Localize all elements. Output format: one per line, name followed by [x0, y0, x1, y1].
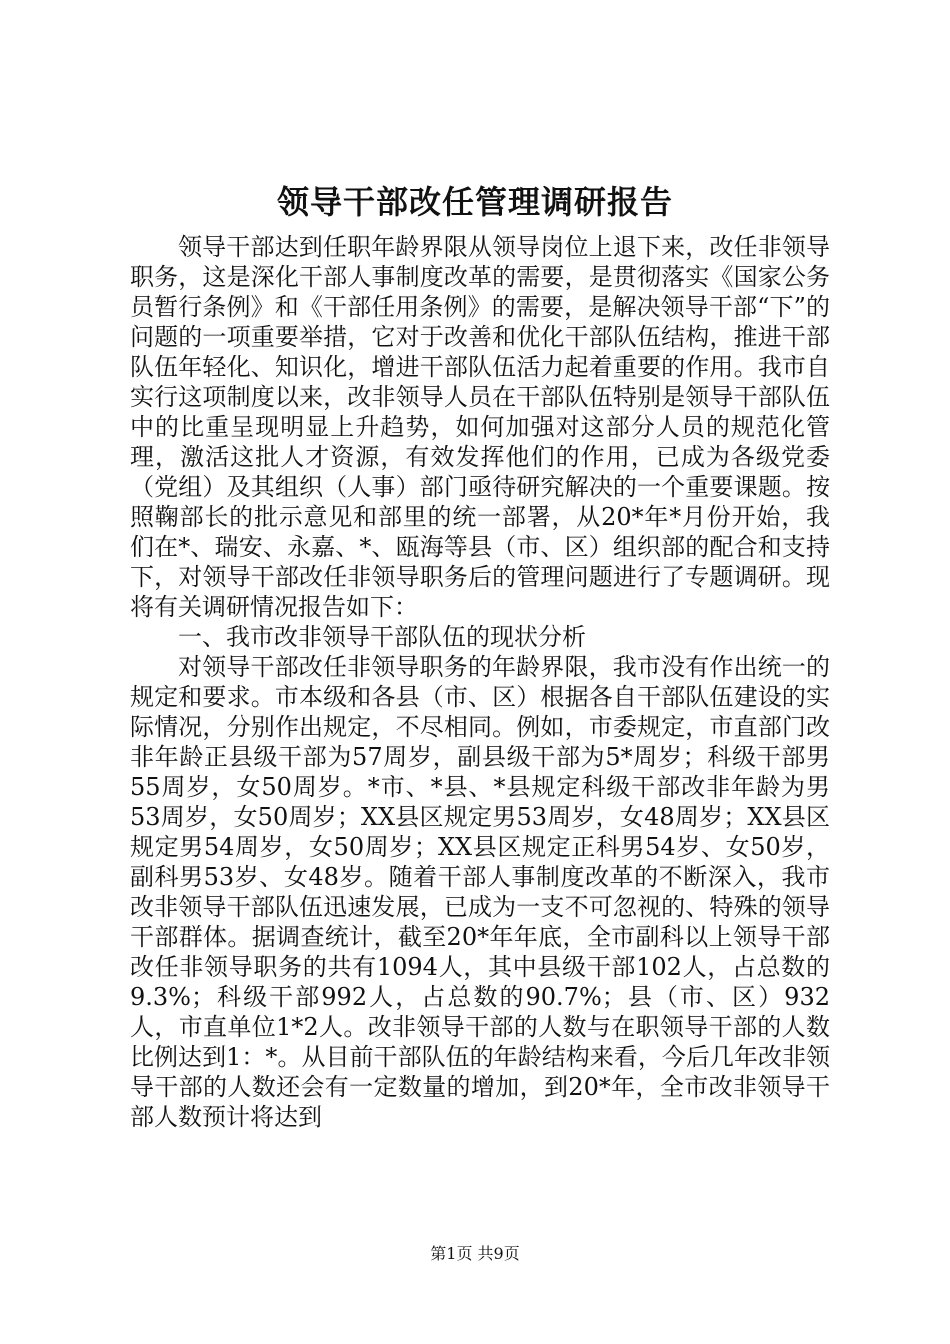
document-title: 领导干部改任管理调研报告 [276, 183, 673, 221]
section-heading-1: 一、我市改非领导干部队伍的现状分析 [178, 623, 586, 651]
paragraph-intro: 领导干部达到任职年龄界限从领导岗位上退下来，改任非领导职务，这是深化干部人事制度改革的需要，是贯彻落实《国家公务员暂行条例》和《干部任用条例》的需要，是解决领导干部“下”的问题的一项重要举措，它对于改善和优化干部队伍结构，推进干部队伍年轻化、知识化，增进干部队伍活力起着重要的作用。我市自实行这项制度以来，改非领导人员在干部队伍特别是领导干部队伍中的比重呈现明显上升趋势，如何加强对这部分人员的规范化管理，激活这批人才资源，有效发挥他们的作用，已成为各级党委（党组）及其组织（人事）部门亟待研究解决的一个重要课题。按照鞠部长的批示意见和部里的统一部署，从20*年*月份开始，我们在*、瑞安、永嘉、*、瓯海等县（市、区）组织部的配合和支持下，对领导干部改任非领导职务后的管理问题进行了专题调研。现将有关调研情况报告如下： [130, 233, 830, 621]
document-body [130, 232, 830, 1132]
page-number: 第1页 共9页 [430, 1244, 520, 1263]
paragraph-status-analysis: 对领导干部改任非领导职务的年龄界限，我市没有作出统一的规定和要求。市本级和各县（市、区）根据各自干部队伍建设的实际情况，分别作出规定，不尽相同。例如，市委规定，市直部门改非年龄正县级干部为57周岁，副县级干部为5*周岁；科级干部男55周岁，女50周岁。*市、*县、*县规定科级干部改非年龄为男53周岁，女50周岁；XX县区规定男53周岁，女48周岁；XX县区规定男54周岁，女50周岁；XX县区规定正科男54岁、女50岁，副科男53岁、女48岁。随着干部人事制度改革的不断深入，我市改非领导干部队伍迅速发展，已成为一支不可忽视的、特殊的领导干部群体。据调查统计，截至20*年年底，全市副科以上领导干部改任非领导职务的共有1094人，其中县级干部102人，占总数的9.3%；科级干部992人，占总数的90.7%；县（市、区）932人，市直单位1*2人。改非领导干部的人数与在职领导干部的人数比例达到1：*。从目前干部队伍的年龄结构来看，今后几年改非领导干部的人数还会有一定数量的增加，到20*年，全市改非领导干部人数预计将达到 [130, 653, 830, 1131]
